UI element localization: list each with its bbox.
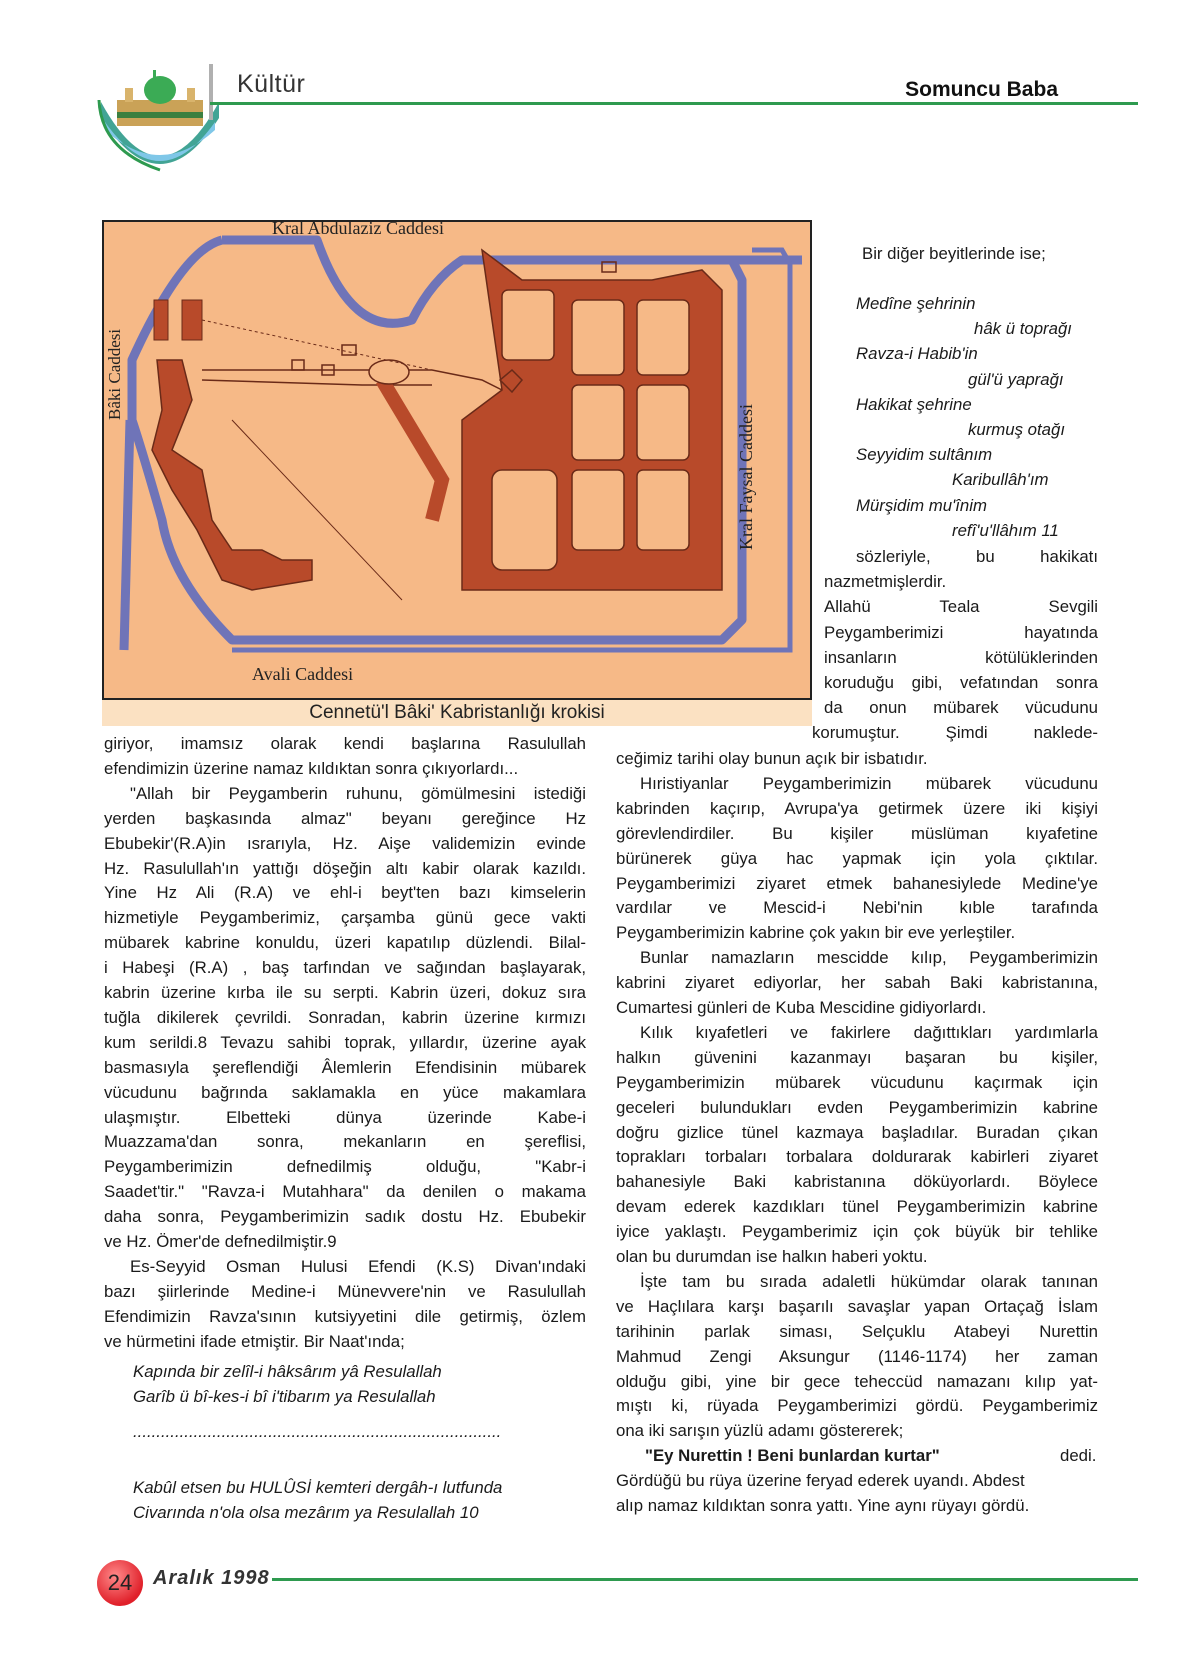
text-line: alıp namaz kıldıktan sonra yattı. Yine aynı rüyayı gördü. — [616, 1496, 1030, 1515]
text-line: Efendimizin Ravza'sının kutsiyyetini dile getirmiş, özlem — [104, 1306, 586, 1326]
text-line: vardılar ve Mescid-i Nebi'nin kıble tarafında — [616, 898, 1098, 918]
text-line: koruduğu gibi, vefatından sonra — [824, 673, 1098, 692]
text-line: basmasıyla şereflendiği Âlemlerin Efendisinin mübarek — [104, 1057, 586, 1077]
text-line: ve hürmetini ifade etmiştir. Bir Naat'ında; — [104, 1331, 405, 1351]
text-line: kum serildi.8 Tevazu sahibi toprak, yıllardır, üzerine ayak — [104, 1032, 586, 1052]
text-line: i Habeşi (R.A) , baş tarfından ve sağından başlayarak, — [104, 958, 586, 978]
text-line: halkın güvenini kazanmayı başaran bu kişiler, — [616, 1047, 1098, 1067]
text-line: yerden başkasında almaz" beyanı gereğince Hz — [104, 808, 586, 828]
text-line: insanların kötülüklerinden — [824, 647, 1098, 667]
text-line: bürünerek güya hac yapmak için yola çıktılar. — [616, 848, 1098, 868]
poem-line: kurmuş otağı — [968, 420, 1066, 439]
poem-line: Garîb ü bî-kes-i bî i'tibarım ya Resulallah — [133, 1387, 436, 1406]
text-line: görevlendirdiler. Bu kişiler müslüman kıyafetine — [616, 823, 1098, 843]
text-line: mübarek kabrine konuldu, üzeri kapatılıp düzlendi. Bilal- — [104, 933, 586, 953]
page-number-badge: 24 — [97, 1560, 143, 1606]
text-line: devam ederek kazdıkları tünel Peygamberimizin kabrine — [616, 1197, 1098, 1217]
footer-divider — [272, 1578, 1138, 1581]
text-line: "Allah bir Peygamberin ruhunu, gömülmesini istediği — [130, 783, 586, 803]
text-line: nazmetmişlerdir. — [824, 572, 947, 592]
text-line: ve Hz. Ömer'de defnedilmiştir.9 — [104, 1232, 337, 1251]
text-line: kabrinden kaçırıp, Avrupa'ya getirmek üzere iki kişiyi — [616, 798, 1098, 818]
text-line: Ebubekir'(R.A)in ısrarıyla, Hz. Aişe validemizin evinde — [104, 833, 586, 853]
cemetery-map — [102, 220, 812, 700]
text-line: kabrin üzerine kırba ile su serpti. Kabrin üzeri, dokuz sıra — [104, 983, 586, 1002]
poem-line: Kapında bir zelîl-i hâksârım yâ Resulallah — [133, 1362, 442, 1381]
issue-date: Aralık 1998 — [153, 1567, 270, 1589]
text-line: toprakları torbaları torbalara doldurarak kabirleri ziyaret — [616, 1147, 1098, 1167]
text-line: kabrini ziyaret ediyorlar, her sabah Baki kabristanına, — [616, 973, 1098, 993]
text-line: Peygamberimizi ziyaret etmek bahanesiylede Medine'ye — [616, 873, 1098, 893]
text-line: Cumartesi günleri de Kuba Mescidine gidiyorlardı. — [616, 998, 987, 1017]
poem-line: hâk ü toprağı — [974, 319, 1072, 339]
poem-line: ............................................................................... — [133, 1422, 502, 1441]
text-line: Kılık kıyafetleri ve fakirlere dağıttıkları yardımlarla — [640, 1022, 1098, 1042]
mosque-logo-icon — [97, 60, 227, 172]
right-intro: Bir diğer beyitlerinde ise; — [862, 244, 1046, 263]
text-line: ulaşmıştır. Elbetteki dünya üzerinde Kabe-i — [104, 1107, 586, 1127]
magazine-name: Somuncu Baba — [905, 78, 1058, 101]
text-line: olan bu durumdan ise halkın haberi yoktu. — [616, 1247, 928, 1266]
text-line: ona iki sarışın yüzlü adamı göstererek; — [616, 1421, 904, 1441]
text-line: doğru gizlice tünel kazmaya başladılar. Buradan çıkan — [616, 1122, 1098, 1142]
text-line: Hıristiyanlar Peygamberimizin mübarek vücudunu — [640, 773, 1098, 793]
poem-line: Seyyidim sultânım — [856, 445, 993, 465]
text-line: ceğimiz tarihi olay bunun açık bir isbatıdır. — [616, 749, 928, 768]
text-line: ve Haçlılara karşı başarılı savaşlar yapan Ortaçağ İslam — [616, 1296, 1098, 1316]
text-line: Mahmud Zengi Aksungur (1146-1174) her zaman — [616, 1346, 1098, 1366]
street-label-bottom: Avali Caddesi — [252, 664, 354, 684]
poem-line: Kabûl etsen bu HULÛSİ kemteri dergâh-ı lutfunda — [133, 1478, 503, 1497]
poem-line: Civarında n'ola olsa mezârım ya Resulallah 10 — [133, 1503, 479, 1522]
text-line: bahanesiyle Baki kabristanına döküyorlardı. Böylece — [616, 1172, 1098, 1192]
text-line: efendimizin üzerine namaz kıldıktan sonra çıkıyorlardı... — [104, 758, 519, 778]
map-caption: Cennetü'l Bâki' Kabristanlığı krokisi — [102, 700, 812, 726]
poem-line: Karibullâh'ım — [952, 470, 1049, 490]
text-line: Allahü Teala Sevgili — [824, 597, 1098, 617]
text-line: Peygamberimizin kabrine çok yakın bir eve yerleştiler. — [616, 923, 1016, 943]
text-line: Yine Hz Ali (R.A) ve ehl-i beyt'ten bazı kimselerin — [104, 883, 586, 903]
text-line: Bunlar namazların mescidde kılıp, Peygamberimizin — [640, 948, 1098, 968]
text-line: mıştı ki, rüyada Peygamberimizi gördü. Peygamberimiz — [616, 1396, 1098, 1416]
text-line: Hz. Rasulullah'ın yattığı döşeğin altı kabir olarak kazıldı. — [104, 858, 586, 878]
poem-line: Ravza-i Habib'in — [856, 344, 978, 364]
mosque-logo — [97, 60, 227, 172]
poem-line: gül'ü yaprağı — [968, 369, 1064, 389]
text-line: dedi. — [1060, 1446, 1097, 1466]
text-line: geceleri bulundukları evden Peygamberimizin kabrine — [616, 1097, 1098, 1117]
text-line: olduğu gibi, yine bir gece teheccüd namazanı kılıp yat- — [616, 1371, 1098, 1391]
street-label-right: Kral Faysal Caddesi — [736, 404, 756, 550]
poem-line: Medîne şehrinin — [856, 294, 976, 313]
text-line: Gördüğü bu rüya üzerine feryad ederek uyandı. Abdest — [616, 1471, 1025, 1491]
street-label-top: Kral Abdulaziz Caddesi — [272, 220, 444, 238]
text-line: giriyor, imamsız olarak kendi başlarına Rasulullah — [104, 734, 586, 753]
text-line: tuğla dikilerek çevrildi. Sonradan, kabrin üzerine kırmızı — [104, 1007, 586, 1027]
text-line: Muazzama'dan sonra, mekanların en şereflisi, — [104, 1132, 586, 1152]
text-line: Peygamberimizin defnedilmiş olduğu, "Kabr-i — [104, 1157, 586, 1177]
text-line: sözleriyle, bu hakikatı — [856, 547, 1098, 566]
street-label-left: Bâki Caddesi — [105, 328, 124, 420]
text-line: İşte tam bu sırada adaletli hükümdar olarak tanınan — [640, 1271, 1098, 1291]
text-line: da onun mübarek vücudunu — [824, 698, 1098, 718]
header-divider — [210, 102, 1138, 105]
text-line: Saadet'tir." "Ravza-i Mutahhara" da denilen o makama — [104, 1182, 586, 1202]
poem-line: Mürşidim mu'înim — [856, 495, 987, 515]
text-line: iyice yaklaştı. Peygamberimiz için çok büyük bir tehlike — [616, 1222, 1098, 1242]
text-line: hizmetiyle Peygamberimiz, çarşamba günü gece vakti — [104, 908, 586, 928]
text-line: vücudunu bağrında saklamakla en yüce makamlara — [104, 1082, 586, 1102]
text-line: Es-Seyyid Osman Hulusi Efendi (K.S) Divan'ındaki — [130, 1256, 586, 1276]
cemetery-map-figure — [102, 220, 812, 700]
text-line: korumuştur. Şimdi naklede- — [812, 723, 1098, 743]
text-line: bazı şiirlerinde Medine-i Münevvere'nin ve Rasulullah — [104, 1281, 586, 1301]
poem-line: refî'u'llâhım 11 — [952, 520, 1059, 540]
section-label: Kültür — [237, 70, 306, 98]
quote-line: "Ey Nurettin ! Beni bunlardan kurtar" — [645, 1446, 940, 1466]
text-line: Peygamberimizi hayatında — [824, 622, 1098, 642]
poem-line: Hakikat şehrine — [856, 394, 972, 414]
text-line: Peygamberimizin mübarek vücudunu kaçırmak için — [616, 1072, 1098, 1092]
text-line: daha sonra, Peygamberimizin sadık dostu Hz. Ebubekir — [104, 1207, 586, 1227]
text-line: tarihinin parlak siması, Selçuklu Atabeyi Nurettin — [616, 1321, 1098, 1341]
